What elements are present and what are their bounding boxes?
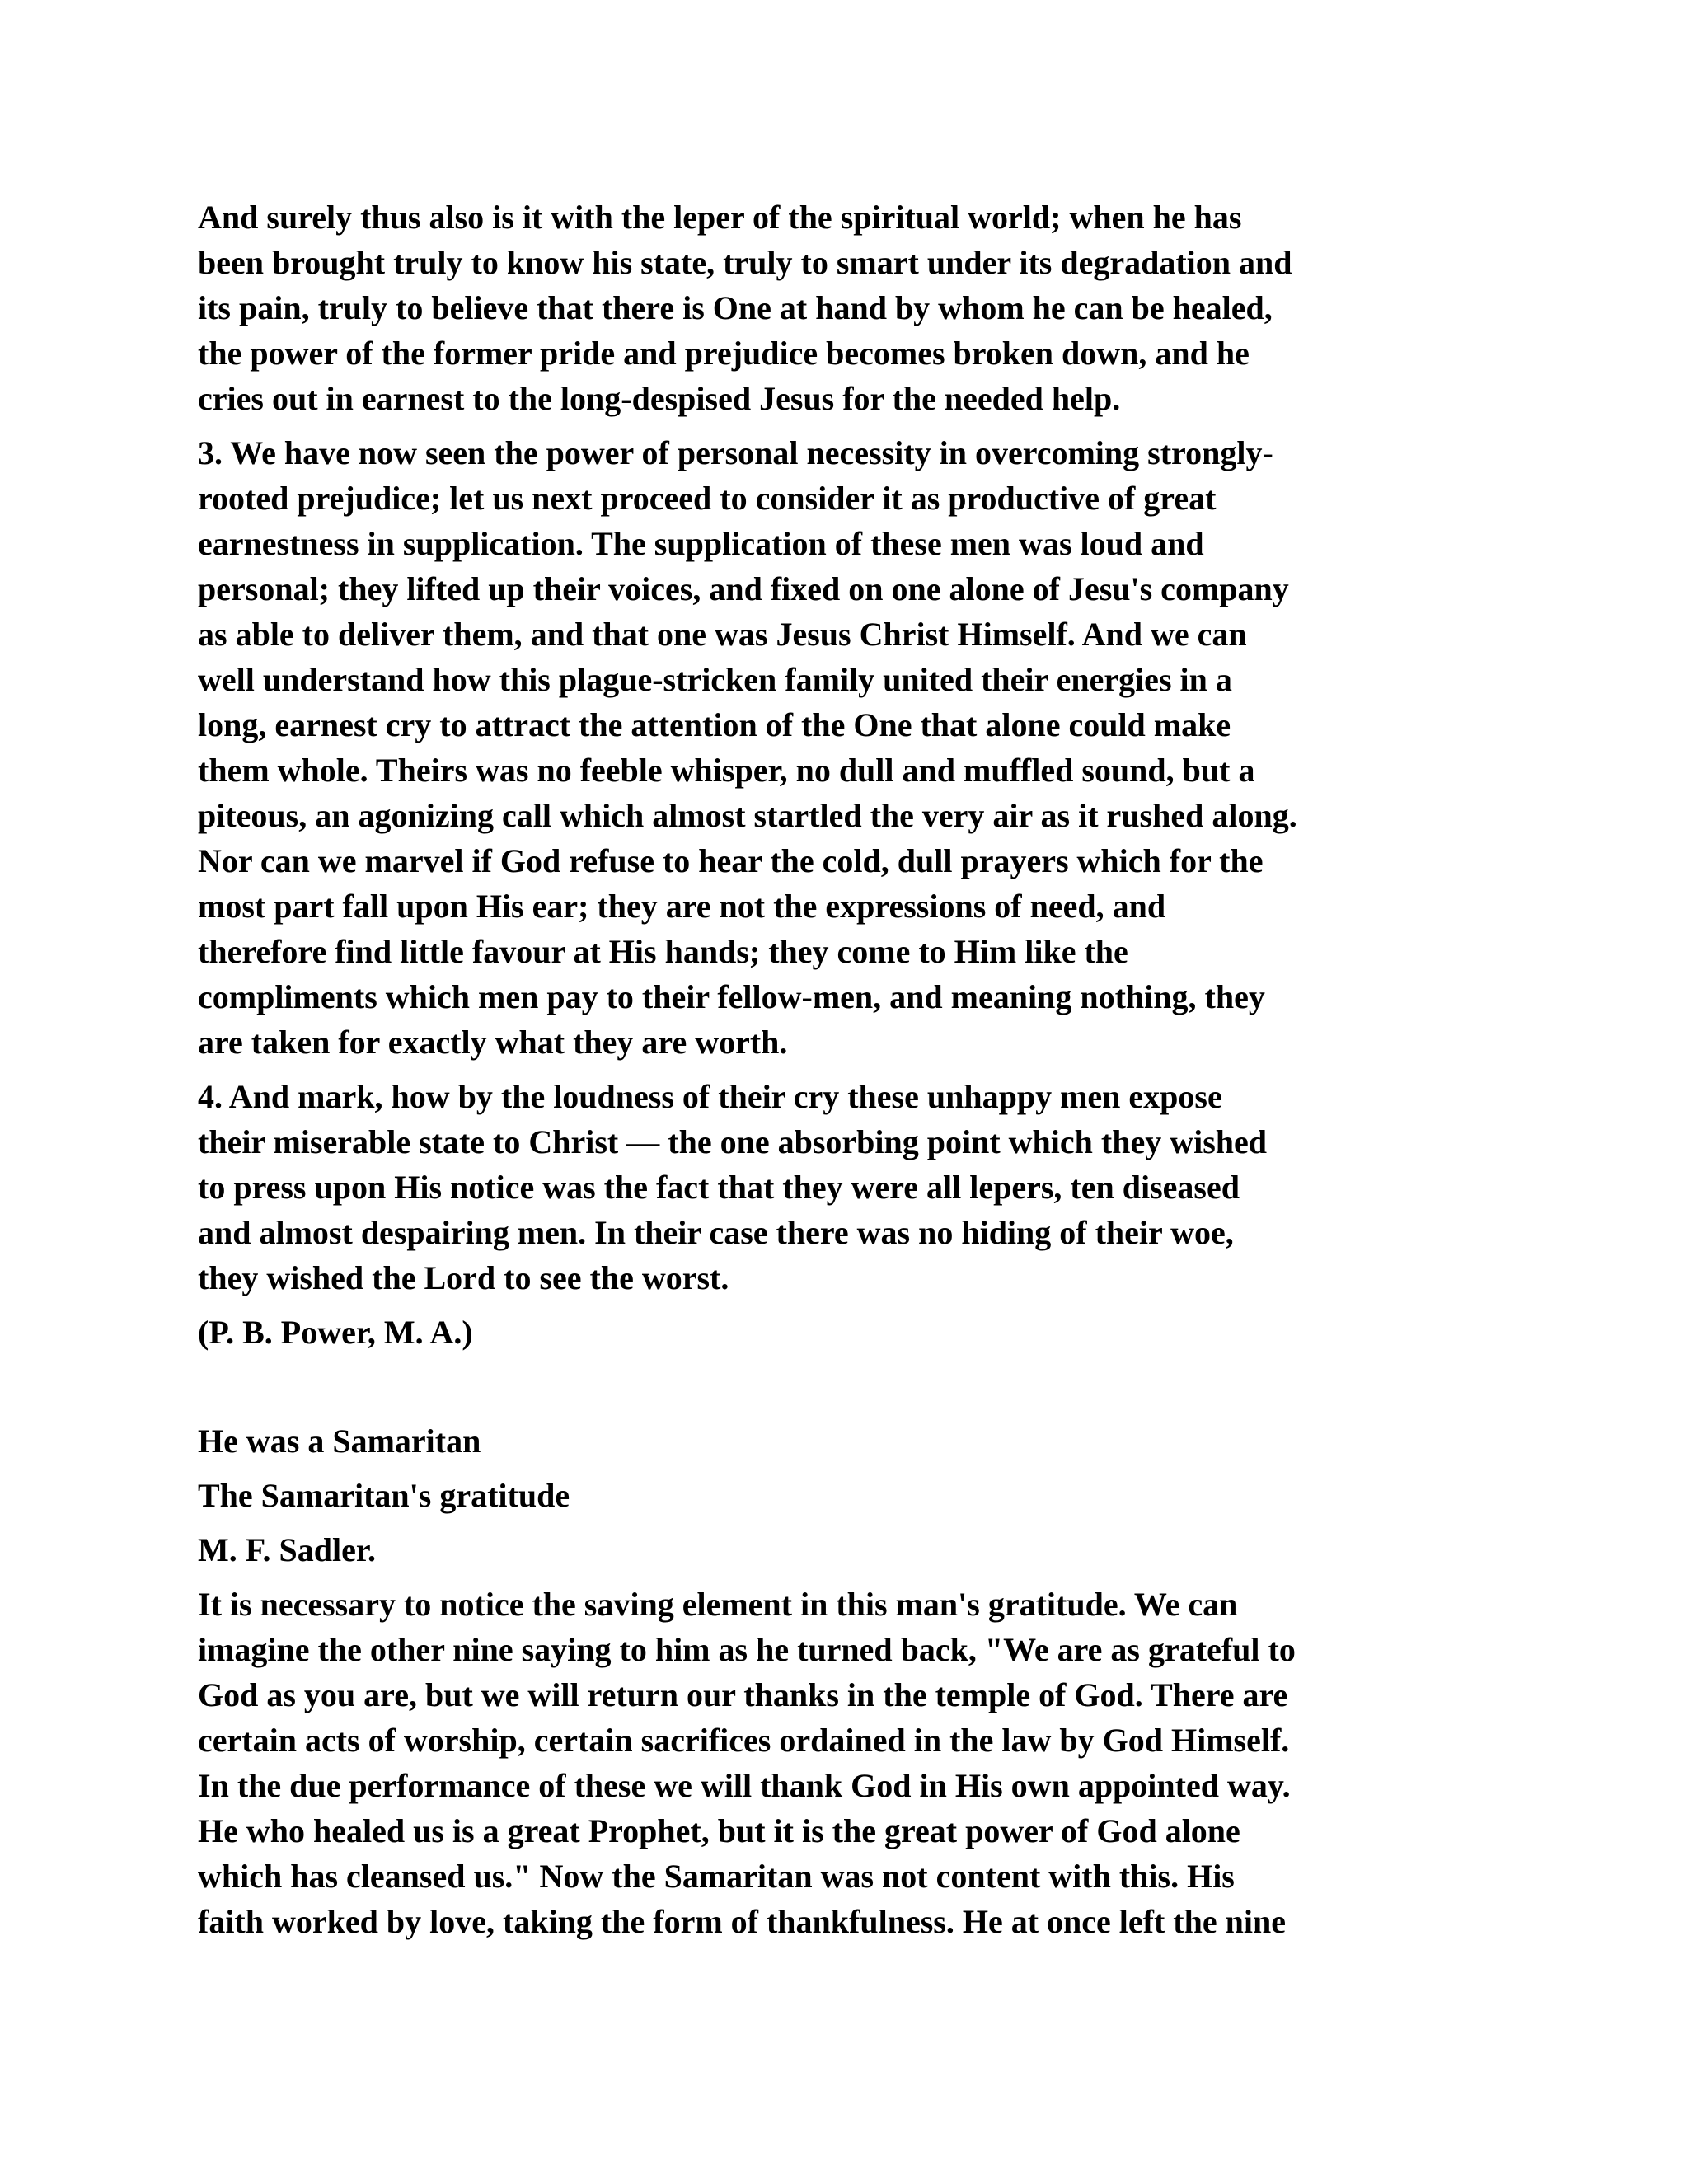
text-line: faith worked by love, taking the form of thankfulness. He at once left the nine	[198, 1903, 1286, 1940]
text-line: Nor can we marvel if God refuse to hear the cold, dull prayers which for the	[198, 842, 1264, 879]
section-heading: He was a Samaritan	[198, 1422, 481, 1460]
text-line: rooted prejudice; let us next proceed to consider it as productive of great	[198, 480, 1217, 517]
text-line: imagine the other nine saying to him as he turned back, "We are as grateful to	[198, 1631, 1296, 1668]
text-line: God as you are, but we will return our thanks in the temple of God. There are	[198, 1676, 1288, 1713]
text-line: most part fall upon His ear; they are not the expressions of need, and	[198, 888, 1166, 925]
text-line: It is necessary to notice the saving element in this man's gratitude. We can	[198, 1586, 1238, 1623]
text-line: well understand how this plague-stricken family united their energies in a	[198, 661, 1232, 698]
text-line: personal; they lifted up their voices, and fixed on one alone of Jesu's company	[198, 570, 1289, 607]
text-line: earnestness in supplication. The supplication of these men was loud and	[198, 525, 1204, 562]
text-line: piteous, an agonizing call which almost startled the very air as it rushed along.	[198, 797, 1297, 834]
paragraph-point-3	[198, 430, 1484, 1065]
text-line: He who healed us is a great Prophet, but it is the great power of God alone	[198, 1812, 1240, 1849]
text-line: the power of the former pride and prejudice becomes broken down, and he	[198, 335, 1250, 372]
text-line: they wished the Lord to see the worst.	[198, 1259, 729, 1296]
attribution: (P. B. Power, M. A.)	[198, 1314, 473, 1351]
text-line: its pain, truly to believe that there is One at hand by whom he can be healed,	[198, 289, 1273, 326]
text-line: are taken for exactly what they are worth.	[198, 1024, 788, 1061]
text-line: cries out in earnest to the long-despised Jesus for the needed help.	[198, 380, 1121, 417]
text-line: them whole. Theirs was no feeble whisper, no dull and muffled sound, but a	[198, 752, 1255, 789]
section-subtitle: The Samaritan's gratitude	[198, 1477, 570, 1514]
text-line: certain acts of worship, certain sacrifices ordained in the law by God Himself.	[198, 1722, 1290, 1759]
text-line: 4. And mark, how by the loudness of their cry these unhappy men expose	[198, 1078, 1222, 1115]
text-line: compliments which men pay to their fellow-men, and meaning nothing, they	[198, 978, 1265, 1015]
text-line: And surely thus also is it with the leper of the spiritual world; when he has	[198, 199, 1242, 236]
text-line: their miserable state to Christ — the one absorbing point which they wished	[198, 1123, 1268, 1160]
text-line: and almost despairing men. In their case there was no hiding of their woe,	[198, 1214, 1234, 1251]
text-line: 3. We have now seen the power of personal necessity in overcoming strongly-	[198, 434, 1273, 471]
paragraph-leper-spiritual-world	[198, 194, 1484, 421]
text-line: been brought truly to know his state, truly to smart under its degradation and	[198, 244, 1292, 281]
text-line: In the due performance of these we will thank God in His own appointed way.	[198, 1767, 1291, 1804]
section-spacer	[198, 1364, 1484, 1418]
document-page	[198, 194, 1484, 1953]
paragraph-point-4	[198, 1074, 1484, 1301]
section-author: M. F. Sadler.	[198, 1531, 376, 1568]
text-line: which has cleansed us." Now the Samaritan was not content with this. His	[198, 1858, 1235, 1895]
text-line: to press upon His notice was the fact that they were all lepers, ten diseased	[198, 1169, 1240, 1206]
text-line: long, earnest cry to attract the attention of the One that alone could make	[198, 706, 1231, 743]
paragraph-samaritan-gratitude	[198, 1582, 1484, 1944]
text-line: as able to deliver them, and that one was Jesus Christ Himself. And we can	[198, 616, 1247, 653]
text-line: therefore find little favour at His hands; they come to Him like the	[198, 933, 1128, 970]
